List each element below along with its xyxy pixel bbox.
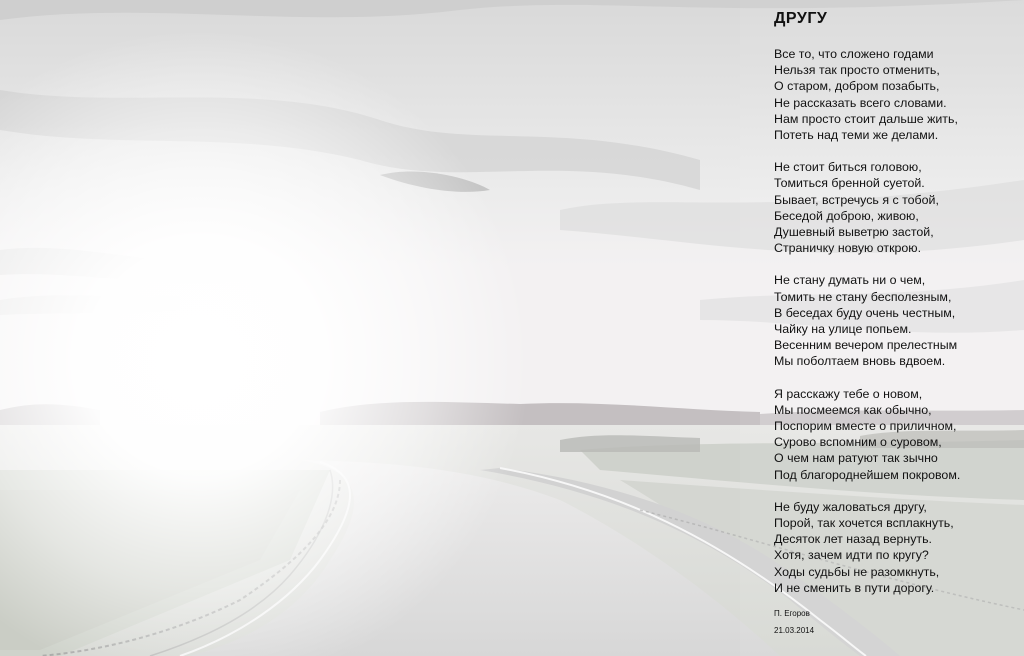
poem-line: Не стану думать ни о чем,: [774, 273, 926, 288]
poem-line: Беседой доброю, живою,: [774, 208, 919, 223]
poem-line: Ходы судьбы не разомкнуть,: [774, 564, 940, 579]
poem-line: Хотя, зачем идти по кругу?: [774, 548, 929, 563]
poem-line: Я расскажу тебе о новом,: [774, 386, 923, 401]
poem-line: Страничку новую открою.: [774, 241, 922, 256]
poem-line: О старом, добром позабыть,: [774, 79, 940, 94]
poem-line: Поспорим вместе о приличном,: [774, 419, 957, 434]
poem-author: П. Егоров: [774, 609, 810, 619]
poem-line: Порой, так хочется всплакнуть,: [774, 516, 954, 531]
stanza-1: [774, 46, 1020, 143]
poem-line: Под благороднейшем покровом.: [774, 467, 961, 482]
poem-line: Томиться бренной суетой.: [774, 176, 925, 191]
poem-line: Не буду жаловаться другу,: [774, 499, 927, 514]
poem-line: И не сменить в пути дорогу.: [774, 580, 935, 595]
poem-line: Бывает, встречусь я с тобой,: [774, 192, 939, 207]
poem-line: Все то, что сложено годами: [774, 47, 934, 61]
poem-line: Десяток лет назад вернуть.: [774, 532, 932, 547]
stanza-3: [774, 272, 1020, 369]
poem-line: Сурово вспомним о суровом,: [774, 435, 942, 450]
poem-line: Мы поболтаем вновь вдвоем.: [774, 354, 946, 369]
poem-title: ДРУГУ: [774, 10, 828, 27]
poem-line: Нам просто стоит дальше жить,: [774, 111, 958, 126]
poem: [774, 10, 1020, 636]
poem-line: Томить не стану бесполезным,: [774, 289, 952, 304]
poem-line: В беседах буду очень честным,: [774, 305, 956, 320]
poem-line: Душевный выветрю застой,: [774, 225, 934, 240]
poem-line: Потеть над теми же делами.: [774, 128, 939, 143]
stanza-5: [774, 499, 1020, 596]
poem-date: 21.03.2014: [774, 626, 815, 636]
poem-line: Не стоит биться головою,: [774, 160, 922, 175]
stanza-2: [774, 159, 1020, 256]
poem-line: Чайку на улице попьем.: [774, 322, 912, 337]
poem-line: Не рассказать всего словами.: [774, 95, 947, 110]
poem-line: О чем нам ратуют так зычно: [774, 451, 938, 466]
stanza-4: [774, 386, 1020, 483]
poem-line: Нельзя так просто отменить,: [774, 63, 940, 78]
poem-line: Мы посмеемся как обычно,: [774, 402, 932, 417]
poem-line: Весенним вечером прелестным: [774, 338, 958, 353]
